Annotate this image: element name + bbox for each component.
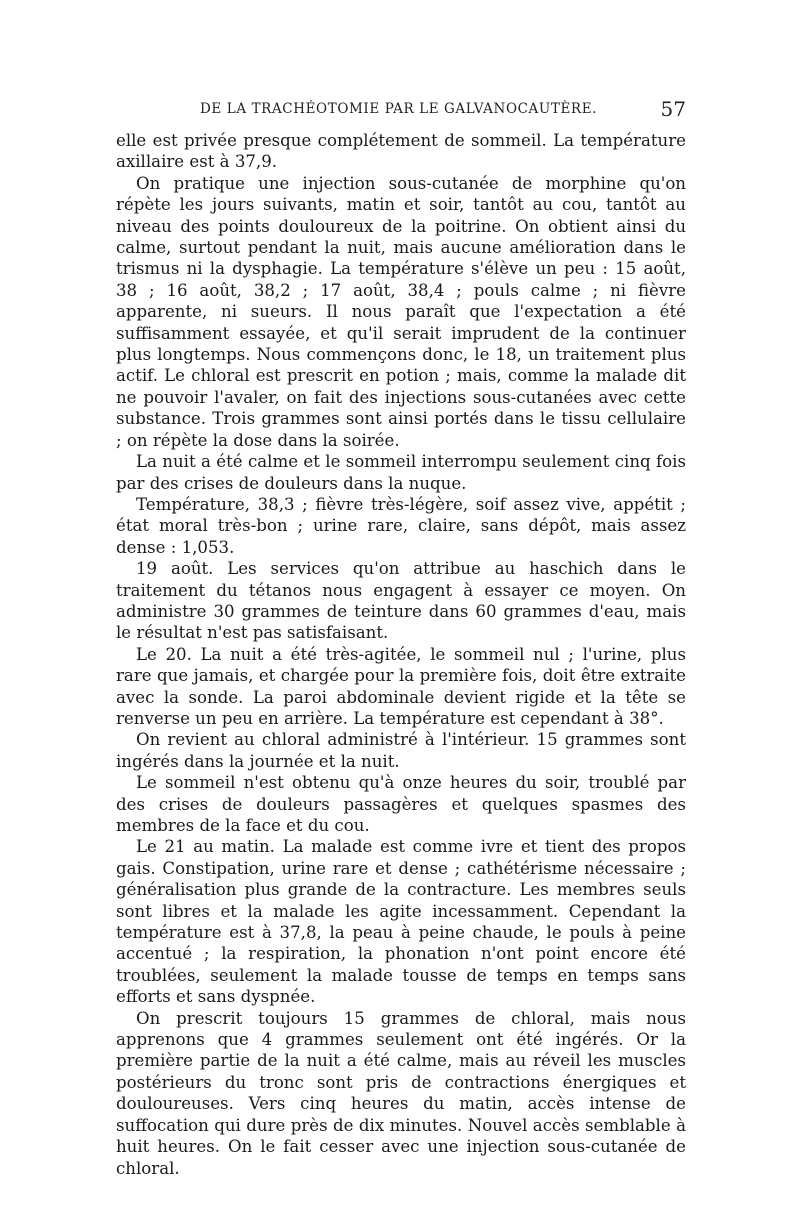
paragraph: Le sommeil n'est obtenu qu'à onze heures du soir, troublé par des crises de douleurs passagères et quelques spasmes des membres de la face et du cou. — [116, 773, 686, 835]
paragraph: La nuit a été calme et le sommeil interrompu seulement cinq fois par des crises de douleurs dans la nuque. — [116, 452, 686, 493]
running-head: DE LA TRACHÉOTOMIE PAR LE GALVANOCAUTÈRE. — [200, 101, 598, 117]
paragraph: Le 20. La nuit a été très-agitée, le sommeil nul ; l'urine, plus rare que jamais, et chargée pour la première fois, doit être extraite avec la sonde. La paroi abdominale devient rigide et la tête se renverse un peu en arrière. La température est cependant à 38°. — [116, 644, 686, 728]
page-number: 57 — [660, 97, 686, 121]
page-header — [116, 97, 686, 125]
paragraph: Le 21 au matin. La malade est comme ivre et tient des propos gais. Constipation, urine rare et dense ; cathétérisme nécessaire ; généralisation plus grande de la contracture. Les membres seuls sont libres et la malade les agite incessamment. Cependant la température est à 37,8, la peau à peine chaude, le pouls à peine accentué ; la respiration, la phonation n'ont point encore été troublées, seulement la malade tousse de temps en temps sans efforts et sans dyspnée. — [116, 837, 686, 1007]
body-text — [116, 130, 686, 1179]
paragraph: Température, 38,3 ; fièvre très-légère, soif assez vive, appétit ; état moral très-bon ; urine rare, claire, sans dépôt, mais assez dense : 1,053. — [116, 494, 686, 557]
paragraph: On revient au chloral administré à l'intérieur. 15 grammes sont ingérés dans la journée et la nuit. — [116, 730, 686, 771]
paragraph: 19 août. Les services qu'on attribue au haschich dans le traitement du tétanos nous engagent à essayer ce moyen. On administre 30 grammes de teinture dans 60 grammes d'eau, mais le résultat n'est pas satisfaisant. — [116, 559, 686, 643]
paragraph: On prescrit toujours 15 grammes de chloral, mais nous apprenons que 4 grammes seulement ont été ingérés. Or la première partie de la nuit a été calme, mais au réveil les muscles postérieurs du tronc sont pris de contractions énergiques et douloureuses. Vers cinq heures du matin, accès intense de suffocation qui dure près de dix minutes. Nouvel accès semblable à huit heures. On le fait cesser avec une injection sous-cutanée de chloral. — [116, 1008, 686, 1178]
paragraph: elle est privée presque complétement de sommeil. La température axillaire est à 37,9. — [116, 131, 686, 172]
paragraph: On pratique une injection sous-cutanée de morphine qu'on répète les jours suivants, matin et soir, tantôt au cou, tantôt au niveau des points douloureux de la poitrine. On obtient ainsi du calme, surtout pendant la nuit, mais aucune amélioration dans le trismus ni la dysphagie. La température s'élève un peu : 15 août, 38 ; 16 août, 38,2 ; 17 août, 38,4 ; pouls calme ; ni fièvre apparente, ni sueurs. Il nous paraît que l'expectation a été suffisamment essayée, et qu'il serait imprudent de la continuer plus longtemps. Nous commençons donc, le 18, un traitement plus actif. Le chloral est prescrit en potion ; mais, comme la malade dit ne pouvoir l'avaler, on fait des injections sous-cutanées avec cette substance. Trois grammes sont ainsi portés dans le tissu cellulaire ; on répète la dose dans la soirée. — [116, 173, 686, 450]
